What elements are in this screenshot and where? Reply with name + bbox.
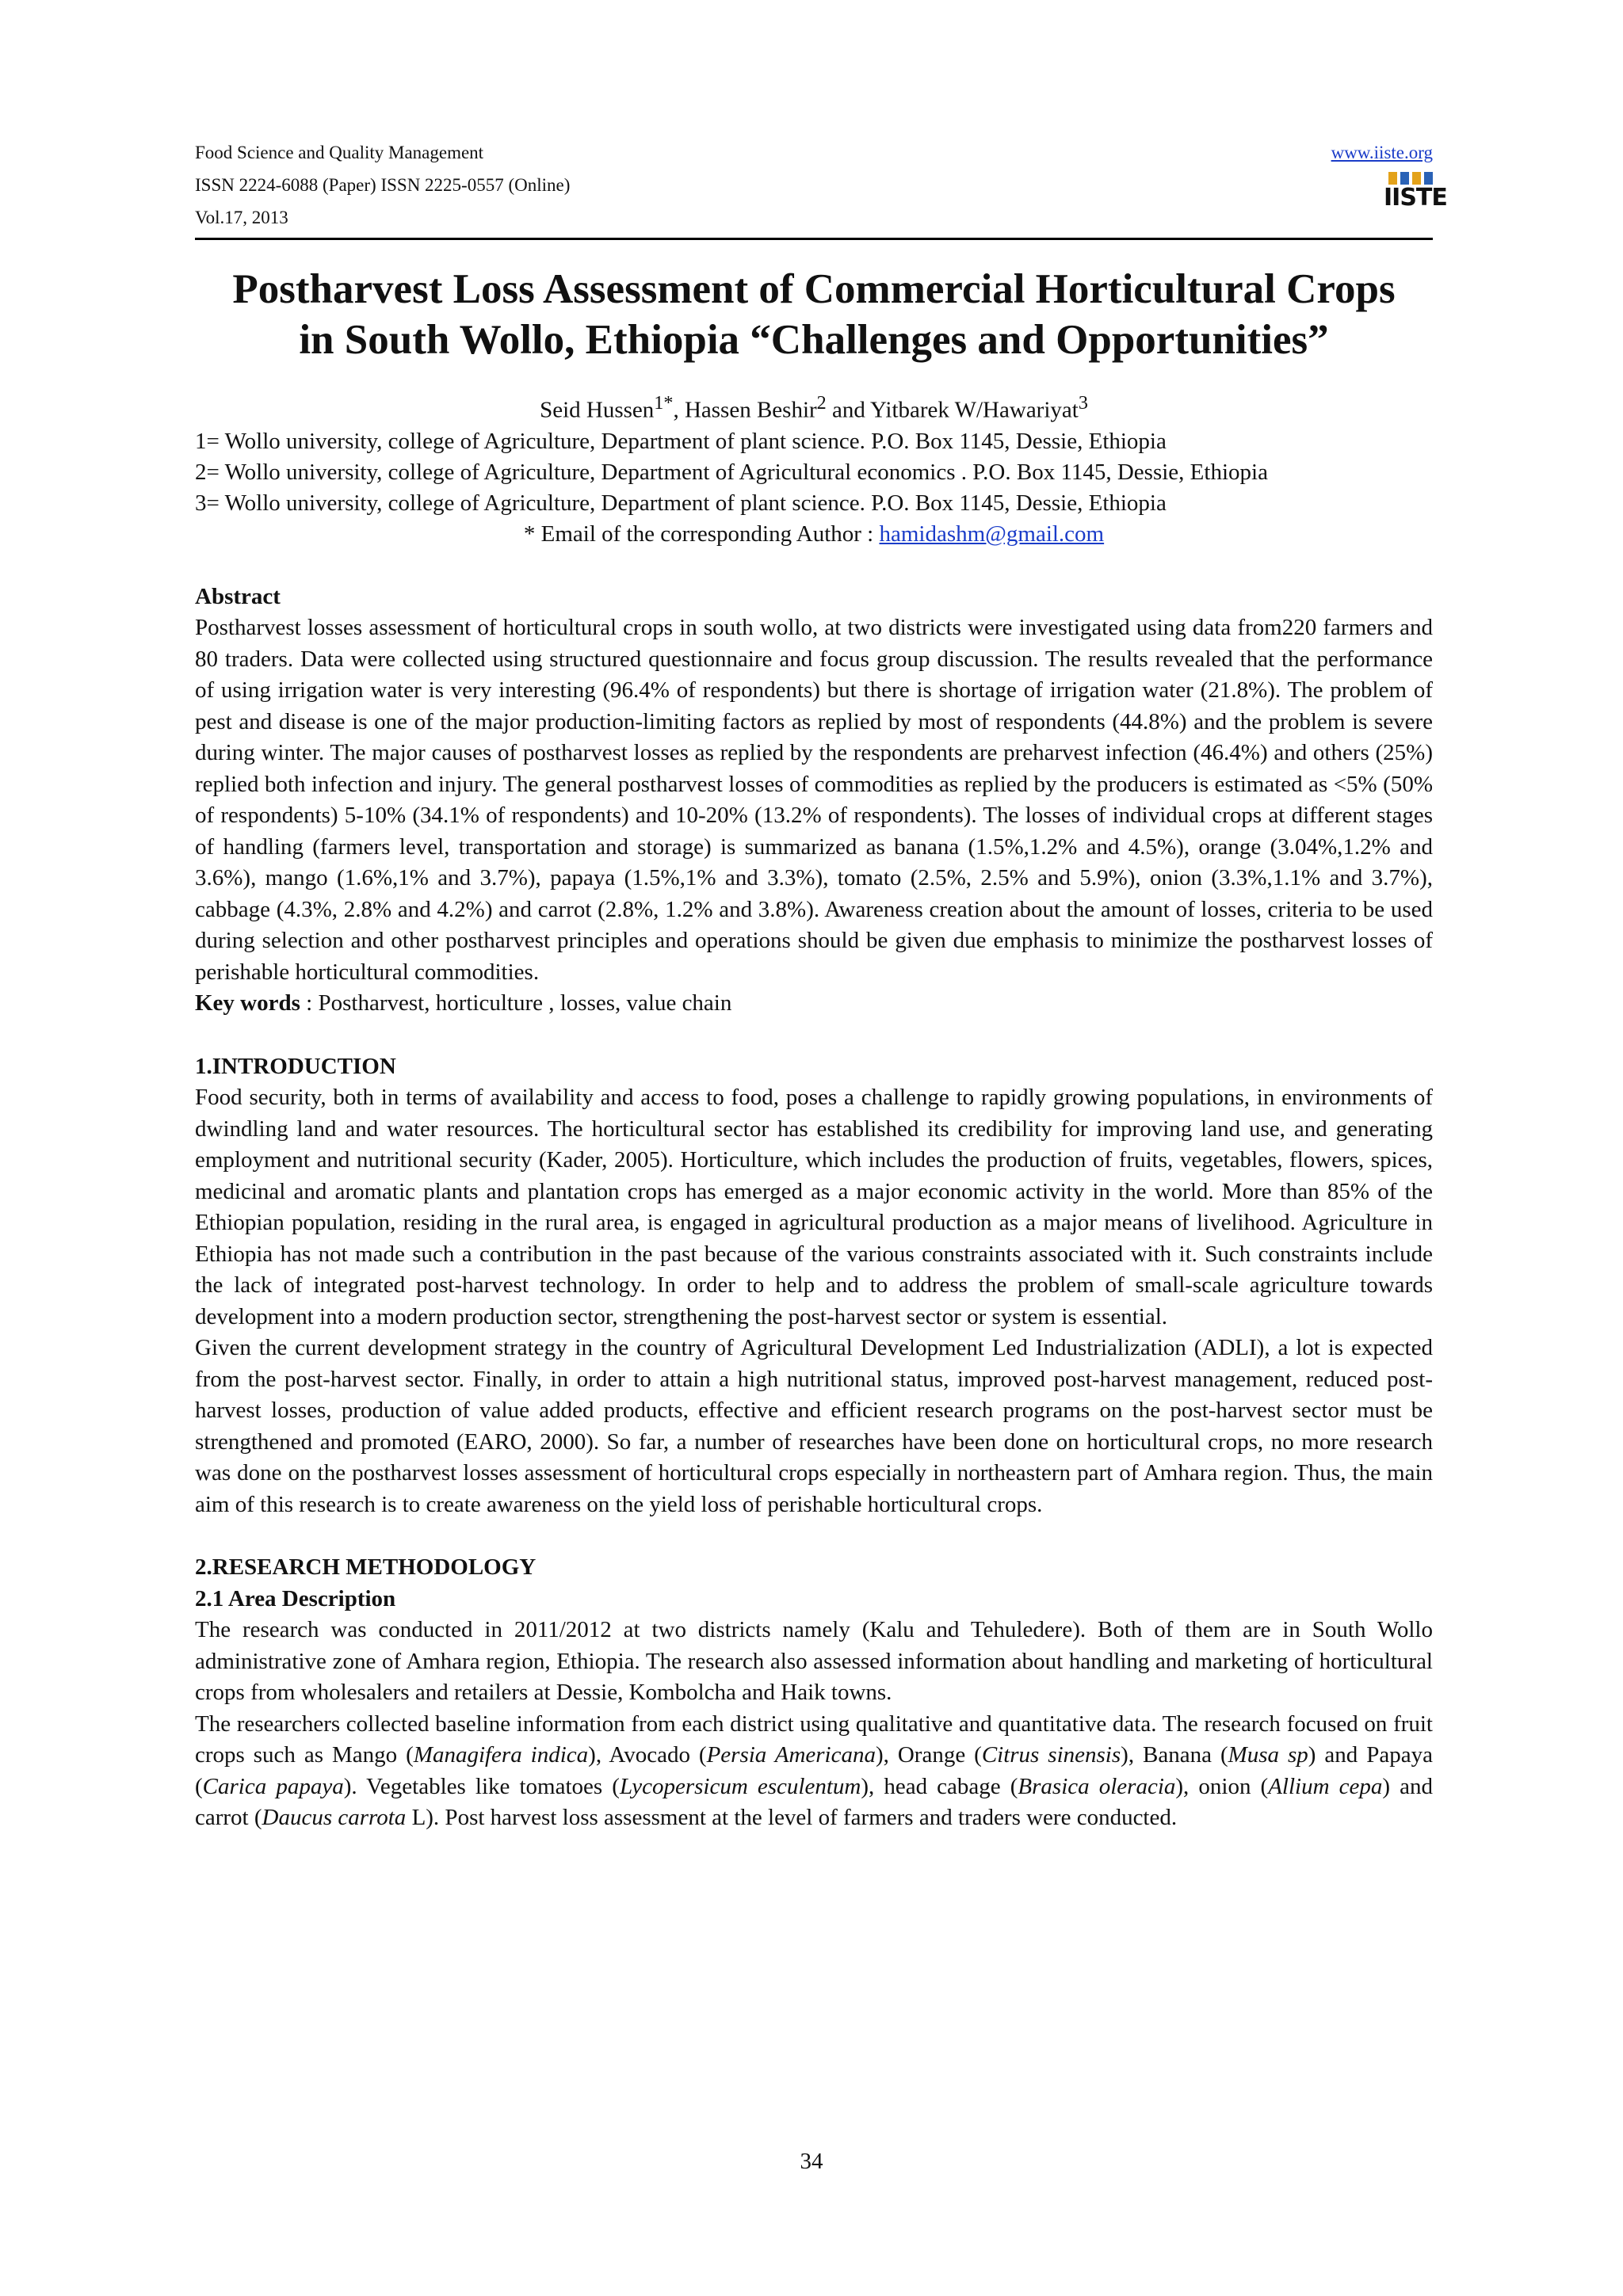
journal-volume: Vol.17, 2013 [195,208,288,227]
keywords-label: Key words [195,990,300,1016]
logo-text: IISTE [1384,184,1447,212]
text-run: ) and carrot ( [195,1773,1434,1831]
journal-header [195,136,1447,240]
text-run: The researchers collected baseline information from each district using qualitative and quantitative data. The research focused on fruit crops such as Mango ( [195,1711,1433,1768]
email-link[interactable]: hamidashm@gmail.com [879,521,1105,547]
author-1: Seid Hussen [540,397,655,423]
intro-paragraph-1: Food security, both in terms of availability and access to food, poses a challenge to rapidly growing populations, in environments of dwindling land and water resources. The horticultural sector has established its credibility for improving land use, and generating employment and nutritional security (Kader, 2005). Horticulture, which includes the production of fruits, vegetables, flowers, spices, medicinal and aromatic plants and plantation crops has emerged as a major economic activity in the world. More than 85% of the Ethiopian population, residing in the rural area, is engaged in agricultural production as a major means of livelihood. Agriculture in Ethiopia has not made such a contribution in the past because of the various constraints associated with it. Such constraints include the lack of integrated post-harvest technology. In order to help and to address the problem of small-scale agriculture towards development into a modern production sector, strengthening the post-harvest sector or system is essential. [195,1085,1433,1329]
website-link[interactable]: www.iiste.org [1331,143,1433,162]
species-name: Lycopersicum esculentum [619,1773,861,1799]
species-name: Brasica oleracia [1018,1773,1176,1799]
author-1-sup: 1* [654,392,674,414]
author-2-sup: 2 [816,392,827,414]
email-label: * Email of the corresponding Author : [523,521,880,547]
species-name: Citrus sinensis [981,1742,1121,1768]
methodology-section [195,1552,1433,1834]
text-run: ), head cabage ( [861,1773,1018,1799]
affiliation-3: 3= Wollo university, college of Agriculture, Department of plant science. P.O. Box 1145, Dessie, Ethiopia [195,490,1167,516]
affiliation-1: 1= Wollo university, college of Agriculture, Department of plant science. P.O. Box 1145, Dessie, Ethiopia [195,428,1167,454]
journal-issn: ISSN 2224-6088 (Paper) ISSN 2225-0557 (Online) [195,175,571,195]
species-name: Daucus carrota [262,1805,407,1831]
author-list [195,387,1433,426]
abstract-text: Postharvest losses assessment of horticultural crops in south wollo, at two districts were investigated using data from220 farmers and 80 traders. Data were collected using structured questionnaire and focus group discussion. The results revealed that the performance of using irrigation water is very interesting (96.4% of respondents) but there is shortage of irrigation water (21.8%). The problem of pest and disease is one of the major production-limiting factors as replied by most of respondents (44.8%) and the problem is severe during winter. The major causes of postharvest losses as replied by the respondents are preharvest infection (46.4%) and others (25%) replied both infection and injury. The general postharvest losses of commodities as replied by the producers is estimated as <5% (50% of respondents) 5-10% (34.1% of respondents) and 10-20% (13.2% of respondents). The losses of individual crops at different stages of handling (farmers level, transportation and storage) is summarized as banana (1.5%,1.2% and 4.5%), orange (3.04%,1.2% and 3.6%), mango (1.6%,1% and 3.7%), papaya (1.5%,1% and 3.3%), tomato (2.5%, 2.5% and 5.9%), onion (3.3%,1.1% and 3.7%), cabbage (4.3%, 2.8% and 4.2%) and carrot (2.8%, 1.2% and 3.8%). Awareness creation about the amount of losses, criteria to be used during selection and other postharvest principles and operations should be given due emphasis to minimize the postharvest losses of perishable horticultural commodities. [195,615,1433,985]
title-line-1: Postharvest Loss Assessment of Commercial Horticultural Crops [232,266,1396,312]
text-run: ), Orange ( [875,1742,982,1768]
text-run: ). Vegetables like tomatoes ( [343,1773,620,1799]
method-paragraph-1: The research was conducted in 2011/2012 at two districts namely (Kalu and Tehuledere). Both of them are in South Wollo administrative zone of Amhara region, Ethiopia. The research also assessed information about handling and marketing of horticultural crops from wholesalers and retailers at Dessie, Kombolcha and Haik towns. [195,1617,1433,1706]
abstract-section [195,582,1433,1020]
affiliation-2: 2= Wollo university, college of Agriculture, Department of Agricultural economics . P.O. Box 1145, Dessie, Ethiopia [195,459,1268,485]
author-3-sup: 3 [1078,392,1088,414]
intro-paragraph-2: Given the current development strategy in the country of Agricultural Development Led Industrialization (ADLI), a lot is expected from the post-harvest sector. Finally, in order to attain a high nutritional status, improved post-harvest management, reduced post- harvest losses, production of value added products, effective and efficient research programs on the post-harvest sector must be strengthened and promoted (EARO, 2000). So far, a number of researches have been done on horticultural crops, no more research was done on the postharvest losses assessment of horticultural crops especially in northeastern part of Amhara region. Thus, the main aim of this research is to create awareness on the yield loss of perishable horticultural crops. [195,1335,1433,1517]
journal-info [195,136,570,234]
author-3: and Yitbarek W/Hawariyat [826,397,1079,423]
text-run: ), onion ( [1175,1773,1269,1799]
text-run: ), Banana ( [1121,1742,1228,1768]
keywords-list: : Postharvest, horticulture , losses, value chain [300,990,732,1016]
introduction-heading: 1.INTRODUCTION [195,1053,396,1079]
abstract-heading: Abstract [195,583,281,609]
method-paragraph-2 [195,1709,1433,1834]
logo-bars-icon [1384,172,1433,185]
species-name: Persia Americana [706,1742,876,1768]
species-name: Allium cepa [1268,1773,1383,1799]
introduction-section [195,1051,1433,1521]
text-run: L). Post harvest loss assessment at the level of farmers and traders were conducted. [406,1805,1178,1831]
iiste-logo [1384,172,1447,212]
title-line-2: in South Wollo, Ethiopia “Challenges and Opportunities” [299,317,1329,363]
text-run: ) and Papaya ( [195,1742,1433,1799]
species-name: Musa sp [1228,1742,1308,1768]
paper-page [195,136,1447,1834]
area-description-heading: 2.1 Area Description [195,1585,396,1611]
methodology-heading: 2.RESEARCH METHODOLOGY [195,1554,537,1581]
journal-name: Food Science and Quality Management [195,143,484,162]
paper-title [195,264,1433,365]
text-run: ), Avocado ( [588,1742,707,1768]
species-name: Carica papaya [202,1773,344,1799]
author-2: , Hassen Beshir [673,397,817,423]
journal-branding [1331,136,1447,212]
species-name: Managifera indica [413,1742,589,1768]
page-number: 34 [800,2149,823,2174]
keywords [195,988,1433,1020]
corresponding-email [195,519,1433,550]
